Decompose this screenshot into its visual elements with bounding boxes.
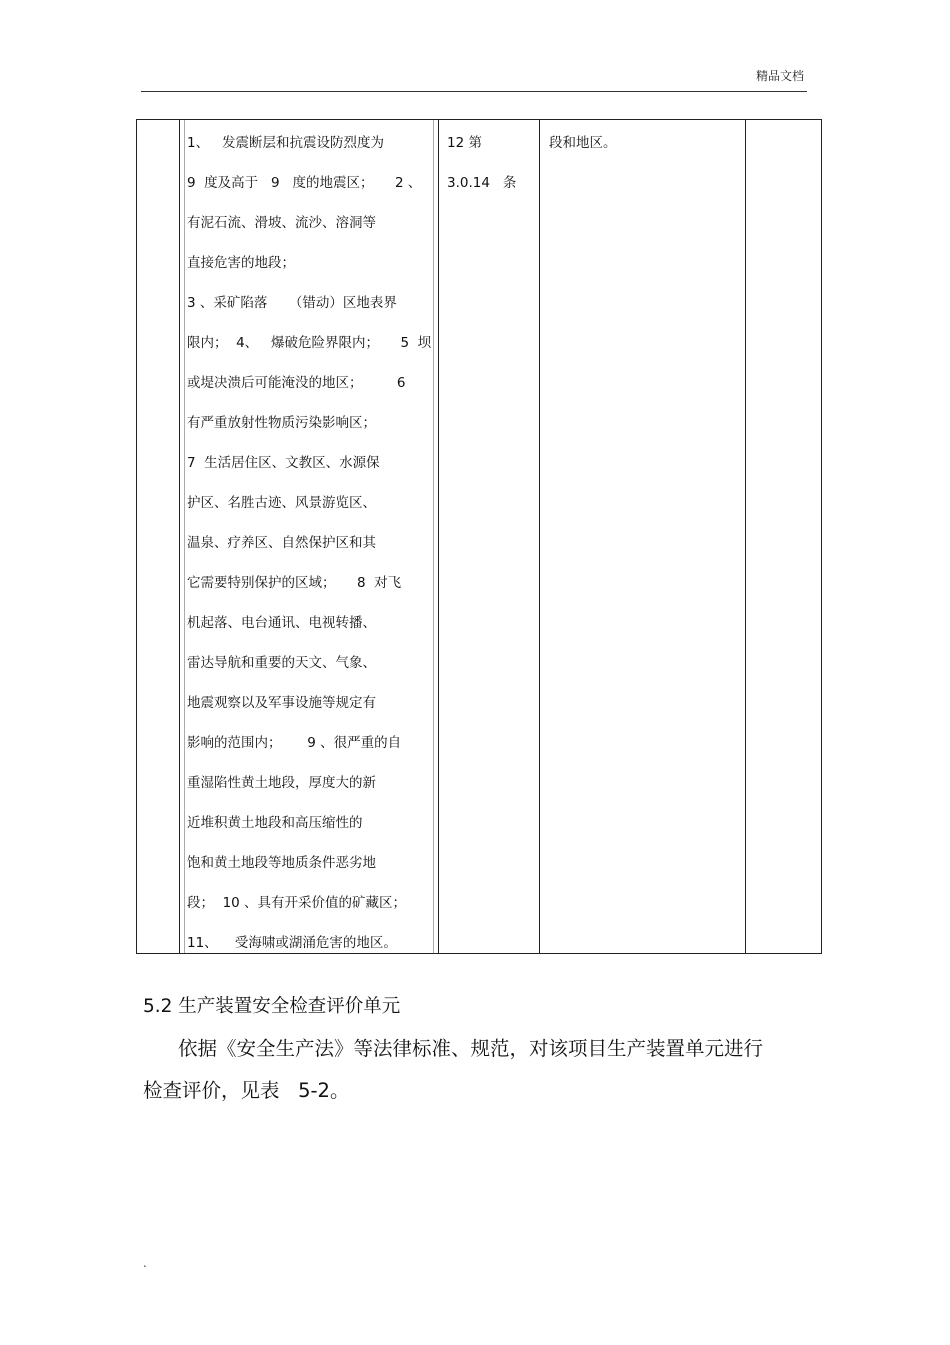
cell-text-line: 影响的范围内； 9 、很严重的自 [187, 735, 402, 751]
column-divider [179, 120, 180, 953]
cell-text-line: 温泉、疗养区、自然保护区和其 [187, 535, 376, 551]
column-divider [745, 120, 746, 953]
cell-text-line: 直接危害的地段； [187, 255, 295, 271]
cell-text-line: 重湿陷性黄土地段，厚度大的新 [187, 775, 376, 791]
paragraph-line: 检查评价，见表 5-2。 [143, 1079, 350, 1102]
cell-text-line: 限内； 4、 爆破危险界限内； 5 坝 [187, 335, 432, 351]
cell-text-line: 9 度及高于 9 度的地震区； 2 、 [187, 175, 422, 191]
cell-text-line: 或堤决溃后可能淹没的地区； 6 [187, 375, 406, 391]
cell-text-line: 段和地区。 [549, 135, 617, 151]
cell-text-line: 地震观察以及军事设施等规定有 [187, 695, 376, 711]
basis-cell [447, 120, 537, 200]
cell-text-line: 11、 受海啸或湖涌危害的地区。 [187, 935, 397, 951]
requirement-cell [187, 120, 433, 960]
page-header-label: 精品文档 [755, 69, 804, 83]
cell-text-line: 有泥石流、滑坡、流沙、溶洞等 [187, 215, 376, 231]
cell-text-line: 饱和黄土地段等地质条件恶劣地 [187, 855, 376, 871]
cell-text-line: 雷达导航和重要的天文、气象、 [187, 655, 376, 671]
cell-text-line: 段； 10 、具有开采价值的矿藏区； [187, 895, 407, 911]
footer-mark: . [143, 1256, 147, 1270]
inspection-table-fragment [136, 119, 822, 954]
column-divider [184, 120, 185, 953]
section-heading: 5.2 生产装置安全检查评价单元 [143, 996, 401, 1017]
column-divider [539, 120, 540, 953]
cell-text-line: 近堆积黄土地段和高压缩性的 [187, 815, 363, 831]
cell-text-line: 护区、名胜古迹、风景游览区、 [187, 495, 376, 511]
cell-text-line: 它需要特别保护的区域； 8 对飞 [187, 575, 402, 591]
cell-text-line: 有严重放射性物质污染影响区； [187, 415, 376, 431]
header-divider [141, 91, 807, 92]
paragraph-line: 依据《安全生产法》等法律标准、规范，对该项目生产装置单元进行 [178, 1037, 764, 1060]
column-divider [438, 120, 439, 953]
cell-text-line: 3 、采矿陷落 （错动）区地表界 [187, 295, 397, 311]
cell-text-line: 机起落、电台通讯、电视转播、 [187, 615, 376, 631]
status-cell [549, 120, 743, 160]
cell-text-line: 7 生活居住区、文教区、水源保 [187, 455, 380, 471]
cell-text-line: 12 第 [447, 135, 482, 151]
column-divider [433, 120, 434, 953]
cell-text-line: 3.0.14 条 [447, 175, 517, 191]
cell-text-line: 1、 发震断层和抗震设防烈度为 [187, 135, 384, 151]
